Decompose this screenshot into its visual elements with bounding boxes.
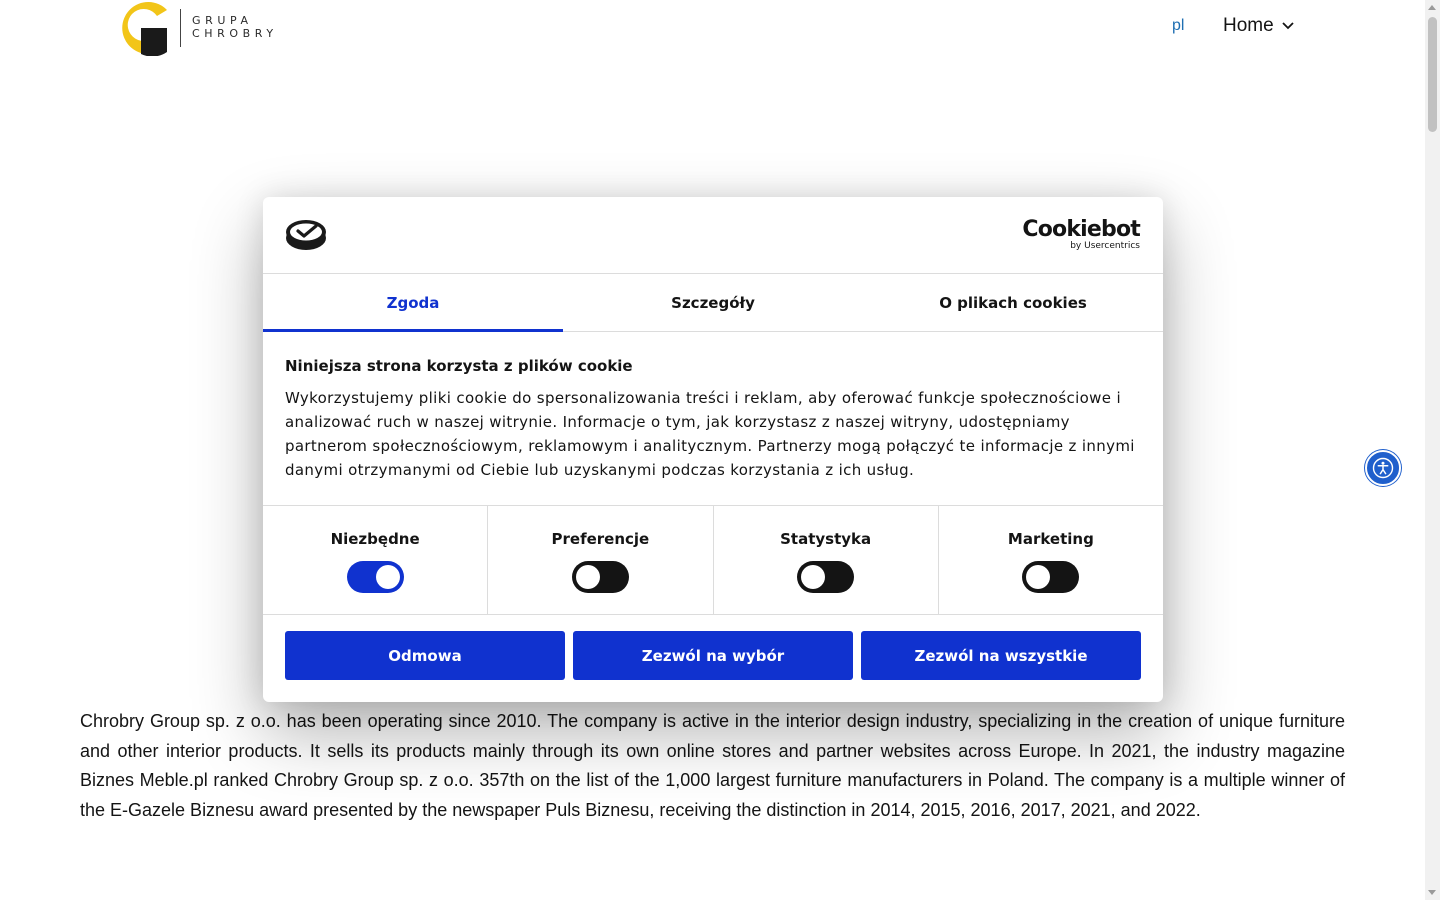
category-label: Marketing bbox=[1007, 530, 1094, 548]
dialog-buttons bbox=[285, 631, 1141, 680]
category-label: Preferencje bbox=[551, 530, 650, 548]
category-preferences bbox=[488, 506, 713, 614]
cookie-consent-dialog bbox=[263, 197, 1163, 702]
brand-sub: by Usercentrics bbox=[1070, 241, 1140, 251]
cookiebot-brand[interactable] bbox=[1022, 219, 1140, 252]
category-statistics bbox=[714, 506, 939, 614]
toggle-knob bbox=[376, 565, 400, 589]
preferences-toggle[interactable] bbox=[572, 561, 629, 593]
allow-all-button[interactable]: Zezwól na wszystkie bbox=[861, 631, 1141, 680]
dialog-body-text: Wykorzystujemy pliki cookie do spersonalizowania treści i reklam, aby oferować funkcje społecznościowe i analizować ruch w naszej witrynie. Informacje o tym, jak korzystasz z naszej witryny, udostępniamy partnerom społecznościowym, reklamowym i analitycznym. Partnerzy mogą połączyć te informacje z innymi danymi otrzymanymi od Ciebie lub uzyskanymi podczas korzystania z ich usług. bbox=[285, 389, 1135, 479]
nav-home-label: Home bbox=[1223, 15, 1274, 36]
necessary-toggle[interactable] bbox=[347, 561, 404, 593]
chevron-down-icon bbox=[1282, 22, 1294, 30]
scrollbar-thumb[interactable] bbox=[1428, 17, 1437, 132]
logo-divider bbox=[180, 9, 181, 47]
company-description: Chrobry Group sp. z o.o. has been operating since 2010. The company is active in the interior design industry, specializing in the creation of unique furniture and other interior products. It sells its products mainly through its own online stores and partner websites across Europe. In 2021, the industry magazine Biznes Meble.pl ranked Chrobry Group sp. z o.o. 357th on the list of the 1,000 largest furniture manufacturers in Poland. The company is a multiple winner of the E-Gazele Biznesu award presented by the newspaper Puls Biznesu, receiving the distinction in 2014, 2015, 2016, 2017, 2021, and 2022. bbox=[80, 711, 1345, 821]
category-marketing bbox=[939, 506, 1163, 614]
cookiebot-logo-icon bbox=[285, 219, 327, 251]
dialog-tabs bbox=[263, 274, 1163, 332]
consent-categories bbox=[263, 505, 1163, 615]
toggle-knob bbox=[1026, 565, 1050, 589]
brand-name: Cookiebot bbox=[1022, 217, 1140, 242]
accessibility-button[interactable] bbox=[1365, 450, 1401, 486]
nav-home-menu[interactable] bbox=[1223, 15, 1294, 37]
allow-selection-button[interactable]: Zezwól na wybór bbox=[573, 631, 853, 680]
scroll-down-arrow-icon[interactable] bbox=[1428, 890, 1436, 895]
tab-about-cookies[interactable]: O plikach cookies bbox=[939, 293, 1087, 312]
page-scrollbar[interactable] bbox=[1425, 0, 1440, 900]
accessibility-icon bbox=[1372, 457, 1394, 479]
dialog-header bbox=[263, 197, 1163, 274]
statistics-toggle[interactable] bbox=[797, 561, 854, 593]
toggle-knob bbox=[801, 565, 825, 589]
logo-text: GRUPA CHROBRY bbox=[192, 14, 278, 40]
language-switcher[interactable]: pl bbox=[1172, 17, 1185, 34]
category-label: Niezbędne bbox=[330, 530, 420, 548]
category-label: Statystyka bbox=[780, 530, 872, 548]
toggle-knob bbox=[576, 565, 600, 589]
dialog-title: Niniejsza strona korzysta z plików cookie bbox=[285, 357, 633, 375]
tab-details[interactable]: Szczegóły bbox=[671, 293, 755, 312]
deny-button[interactable]: Odmowa bbox=[285, 631, 565, 680]
category-necessary bbox=[263, 506, 488, 614]
scroll-up-arrow-icon[interactable] bbox=[1428, 5, 1436, 10]
marketing-toggle[interactable] bbox=[1022, 561, 1079, 593]
tab-consent[interactable]: Zgoda bbox=[263, 274, 563, 331]
